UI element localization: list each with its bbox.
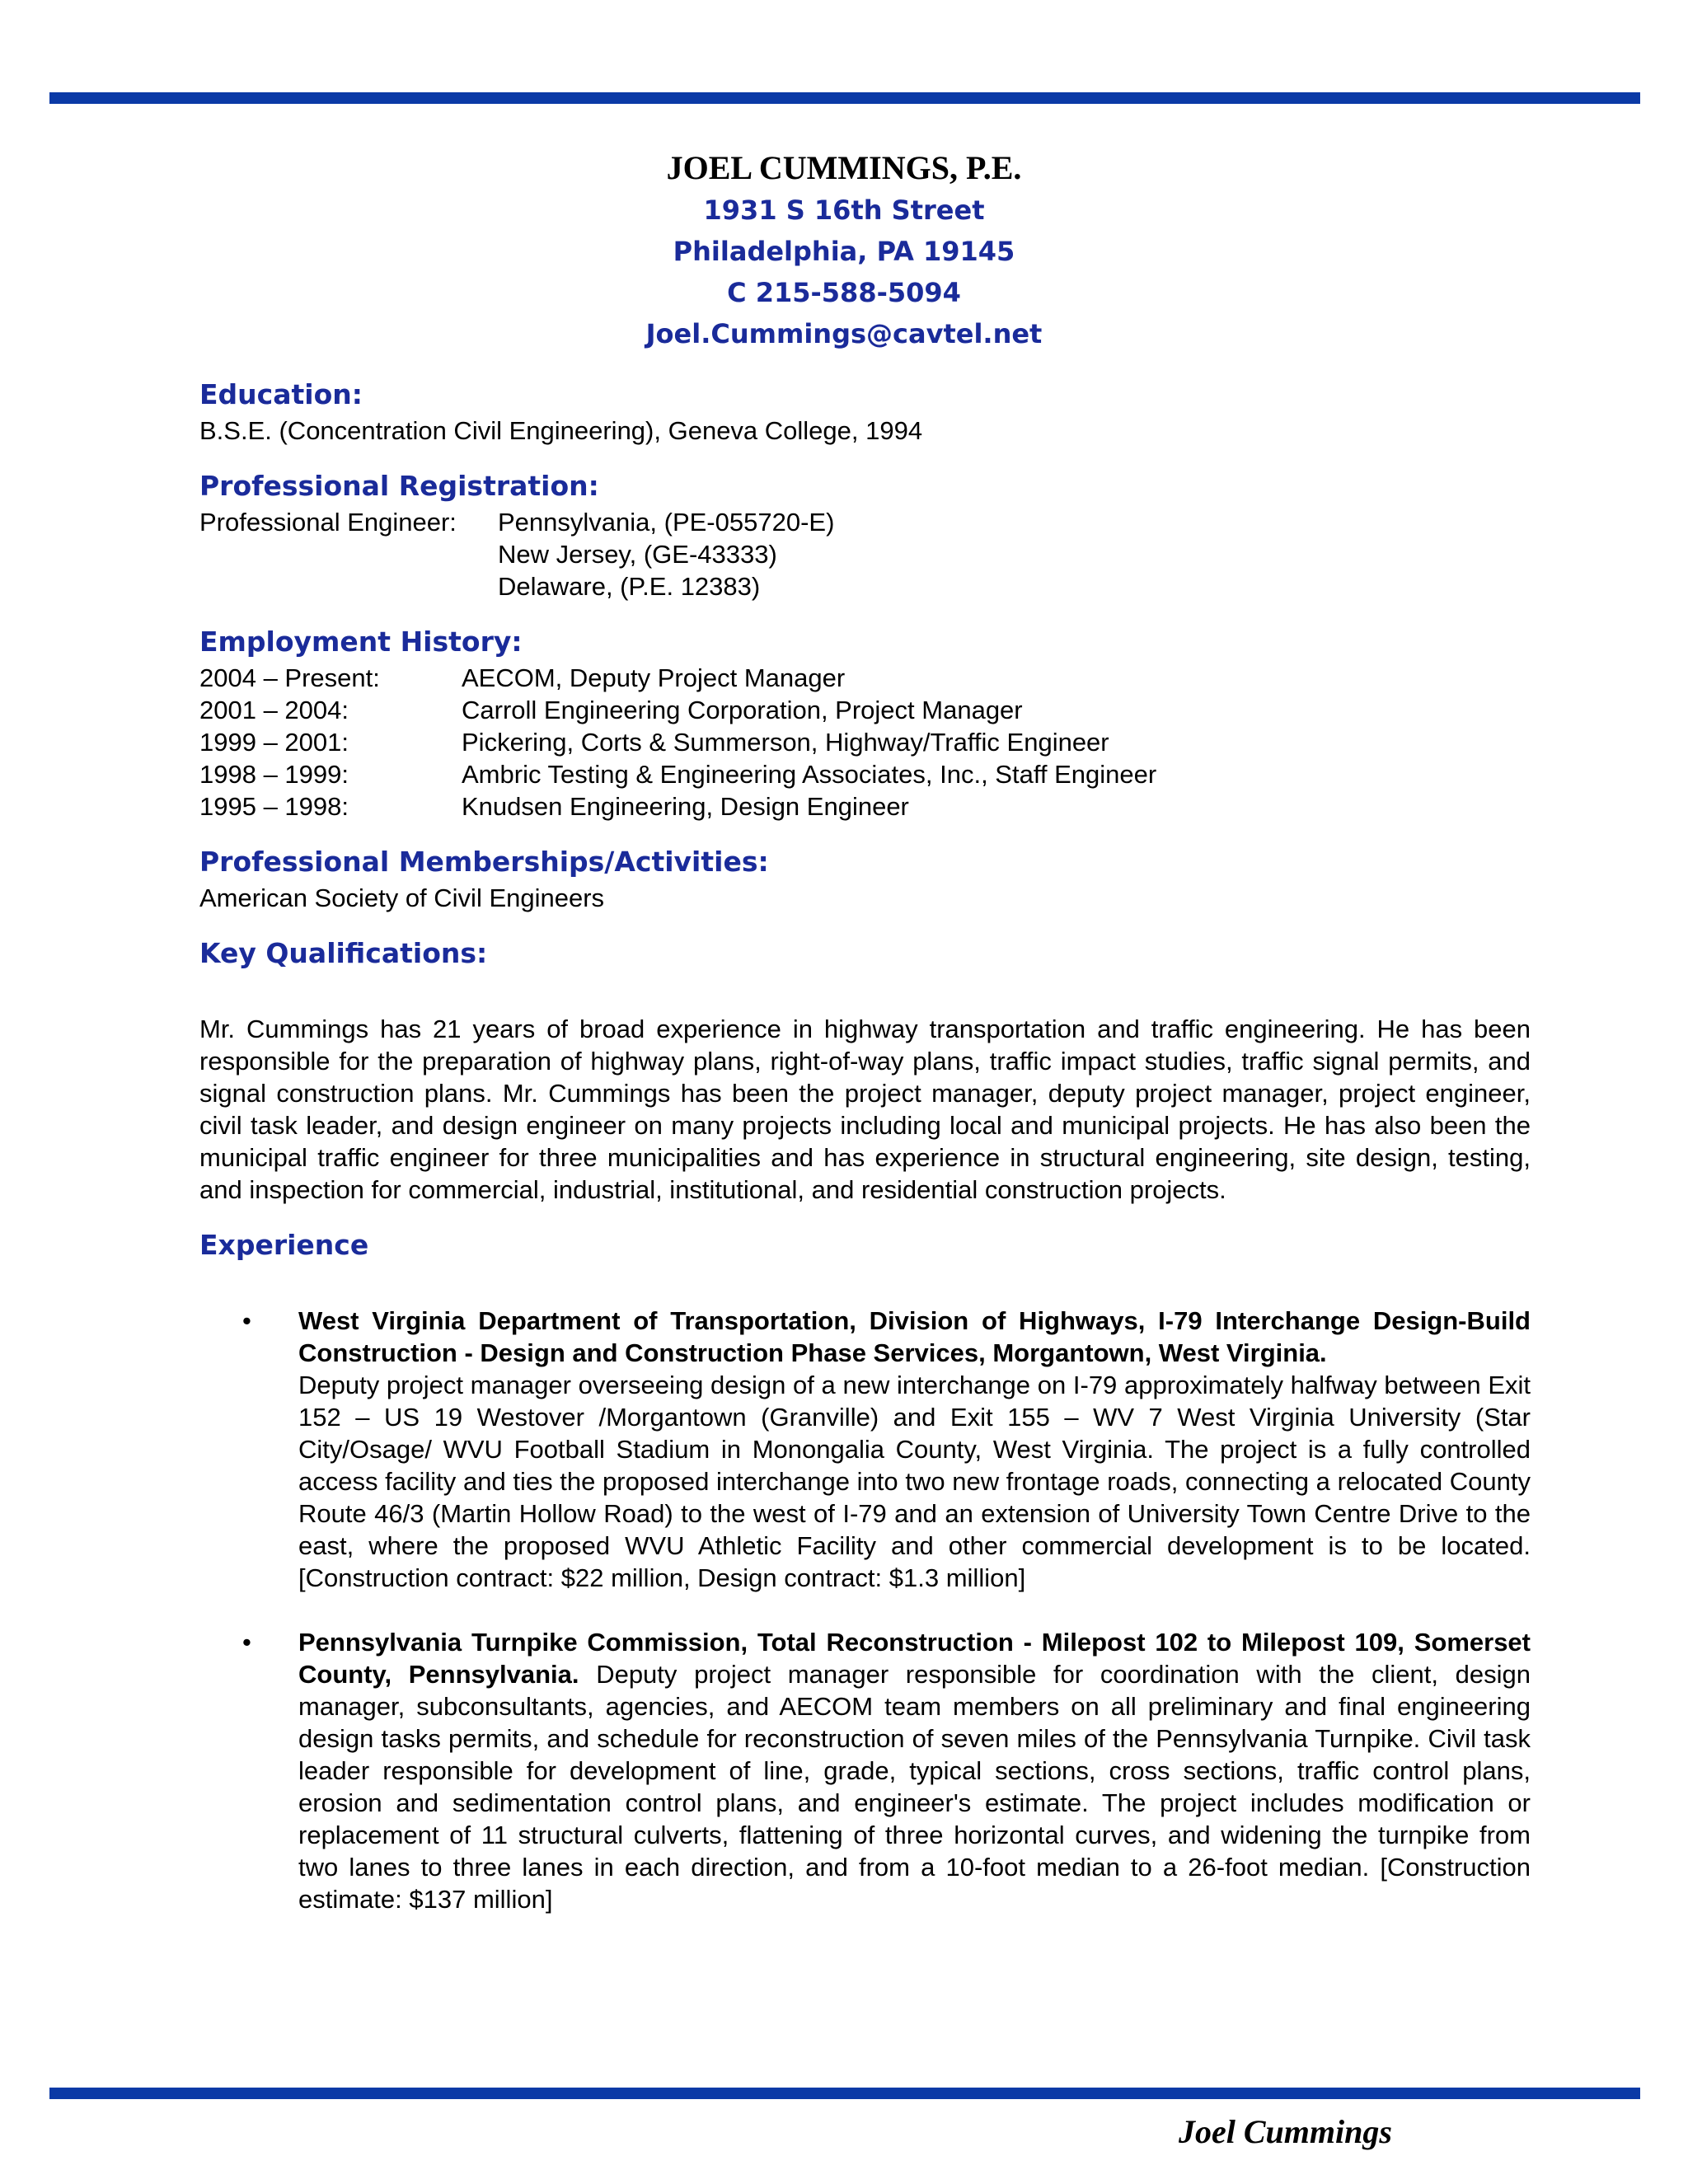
employment-years: 1998 – 1999:	[199, 760, 349, 789]
memberships-heading: Professional Memberships/Activities:	[199, 846, 769, 878]
registration-state: Pennsylvania, (PE-055720-E)	[498, 508, 835, 537]
employment-role: AECOM, Deputy Project Manager	[462, 663, 846, 692]
employment-role: Carroll Engineering Corporation, Project Manager	[462, 696, 1023, 724]
bullet-icon: •	[242, 1628, 251, 1657]
employment-years: 1999 – 2001:	[199, 728, 349, 757]
address-line-2: Philadelphia, PA 19145	[673, 236, 1015, 267]
employment-years: 2001 – 2004:	[199, 696, 349, 724]
footer-name: Joel Cummings	[1179, 2113, 1392, 2150]
employment-row	[199, 726, 1156, 758]
top-rule	[49, 92, 1640, 104]
memberships-section	[199, 842, 1531, 914]
employment-section	[199, 622, 1531, 823]
qualifications-heading: Key Qualifications:	[199, 937, 488, 969]
resume-header	[0, 147, 1688, 354]
memberships-text: American Society of Civil Engineers	[199, 883, 605, 912]
education-heading: Education:	[199, 378, 363, 410]
education-text: B.S.E. (Concentration Civil Engineering), Geneva College, 1994	[199, 416, 923, 445]
registration-section	[199, 466, 1531, 602]
employment-role: Knudsen Engineering, Design Engineer	[462, 792, 909, 821]
registration-label: Professional Engineer:	[199, 508, 457, 537]
registration-table	[199, 506, 834, 602]
employment-table	[199, 662, 1156, 823]
employment-row	[199, 790, 1156, 823]
resume-body	[199, 375, 1531, 1947]
experience-item	[199, 1305, 1531, 1594]
registration-state: Delaware, (P.E. 12383)	[498, 572, 761, 601]
employment-role: Pickering, Corts & Summerson, Highway/Traffic Engineer	[462, 728, 1109, 757]
employment-heading: Employment History:	[199, 626, 523, 658]
qualifications-text: Mr. Cummings has 21 years of broad experience in highway transportation and traffic engineering. He has been responsible for the preparation of highway plans, right-of-way plans, traffic impact studies, traffic signal permits, and signal construction plans. Mr. Cummings has been the project manager, deputy project manager, project engineer, civil task leader, and design engineer on many projects including local and municipal projects. He has also been the municipal traffic engineer for three municipalities and has experience in structural engineering, site design, testing, and inspection for commercial, industrial, institutional, and residential construction projects.	[199, 1015, 1531, 1204]
bullet-icon: •	[242, 1306, 251, 1335]
experience-title: West Virginia Department of Transportation, Division of Highways, I-79 Interchange Design-Build Construction - Design and Construction Phase Services, Morgantown, West Virginia.	[298, 1306, 1531, 1367]
bottom-rule	[49, 2088, 1640, 2099]
experience-item	[199, 1626, 1531, 1915]
employment-role: Ambric Testing & Engineering Associates, Inc., Staff Engineer	[462, 760, 1157, 789]
registration-heading: Professional Registration:	[199, 470, 599, 502]
education-section	[199, 375, 1531, 447]
phone-number: C 215-588-5094	[727, 277, 961, 308]
qualifications-section	[199, 934, 1531, 1206]
experience-heading: Experience	[199, 1229, 369, 1261]
experience-body: Deputy project manager overseeing design of a new interchange on I-79 approximately halfway between Exit 152 – US 19 Westover /Morgantown (Granville) and Exit 155 – WV 7 West Virginia University (Star City/Osage/ WVU Football Stadium in Monongalia County, West Virginia. The project is a fully controlled access facility and ties the proposed interchange into two new frontage roads, connecting a relocated County Route 46/3 (Martin Hollow Road) to the west of I-79 and an extension of University Town Centre Drive to the east, where the proposed WVU Athletic Facility and other commercial development is to be located. [Construction contract: $22 million, Design contract: $1.3 million]	[298, 1371, 1531, 1592]
employment-years: 1995 – 1998:	[199, 792, 349, 821]
experience-section	[199, 1226, 1531, 1915]
person-name: JOEL CUMMINGS, P.E.	[666, 149, 1022, 186]
email-address: Joel.Cummings@cavtel.net	[645, 318, 1043, 349]
experience-list	[199, 1305, 1531, 1915]
experience-body: Deputy project manager responsible for coordination with the client, design manager, subconsultants, agencies, and AECOM team members on all preliminary and final engineering design tasks permits, and schedule for reconstruction of seven miles of the Pennsylvania Turnpike. Civil task leader responsible for development of line, grade, typical sections, cross sections, traffic control plans, erosion and sedimentation control plans, and engineer's estimate. The project includes modification or replacement of 11 structural culverts, flattening of three horizontal curves, and widening the turnpike from two lanes to three lanes in each direction, and from a 10-foot median to a 26-foot median. [Construction estimate: $137 million]	[298, 1660, 1531, 1914]
address-line-1: 1931 S 16th Street	[703, 194, 985, 226]
experience-title: Pennsylvania Turnpike Commission, Total Reconstruction - Milepost 102 to Milepost 109, Somerset County, Pennsylvania.	[298, 1628, 1531, 1689]
employment-row	[199, 662, 1156, 694]
employment-row	[199, 694, 1156, 726]
registration-state: New Jersey, (GE-43333)	[498, 540, 777, 569]
employment-years: 2004 – Present:	[199, 663, 380, 692]
employment-row	[199, 758, 1156, 790]
